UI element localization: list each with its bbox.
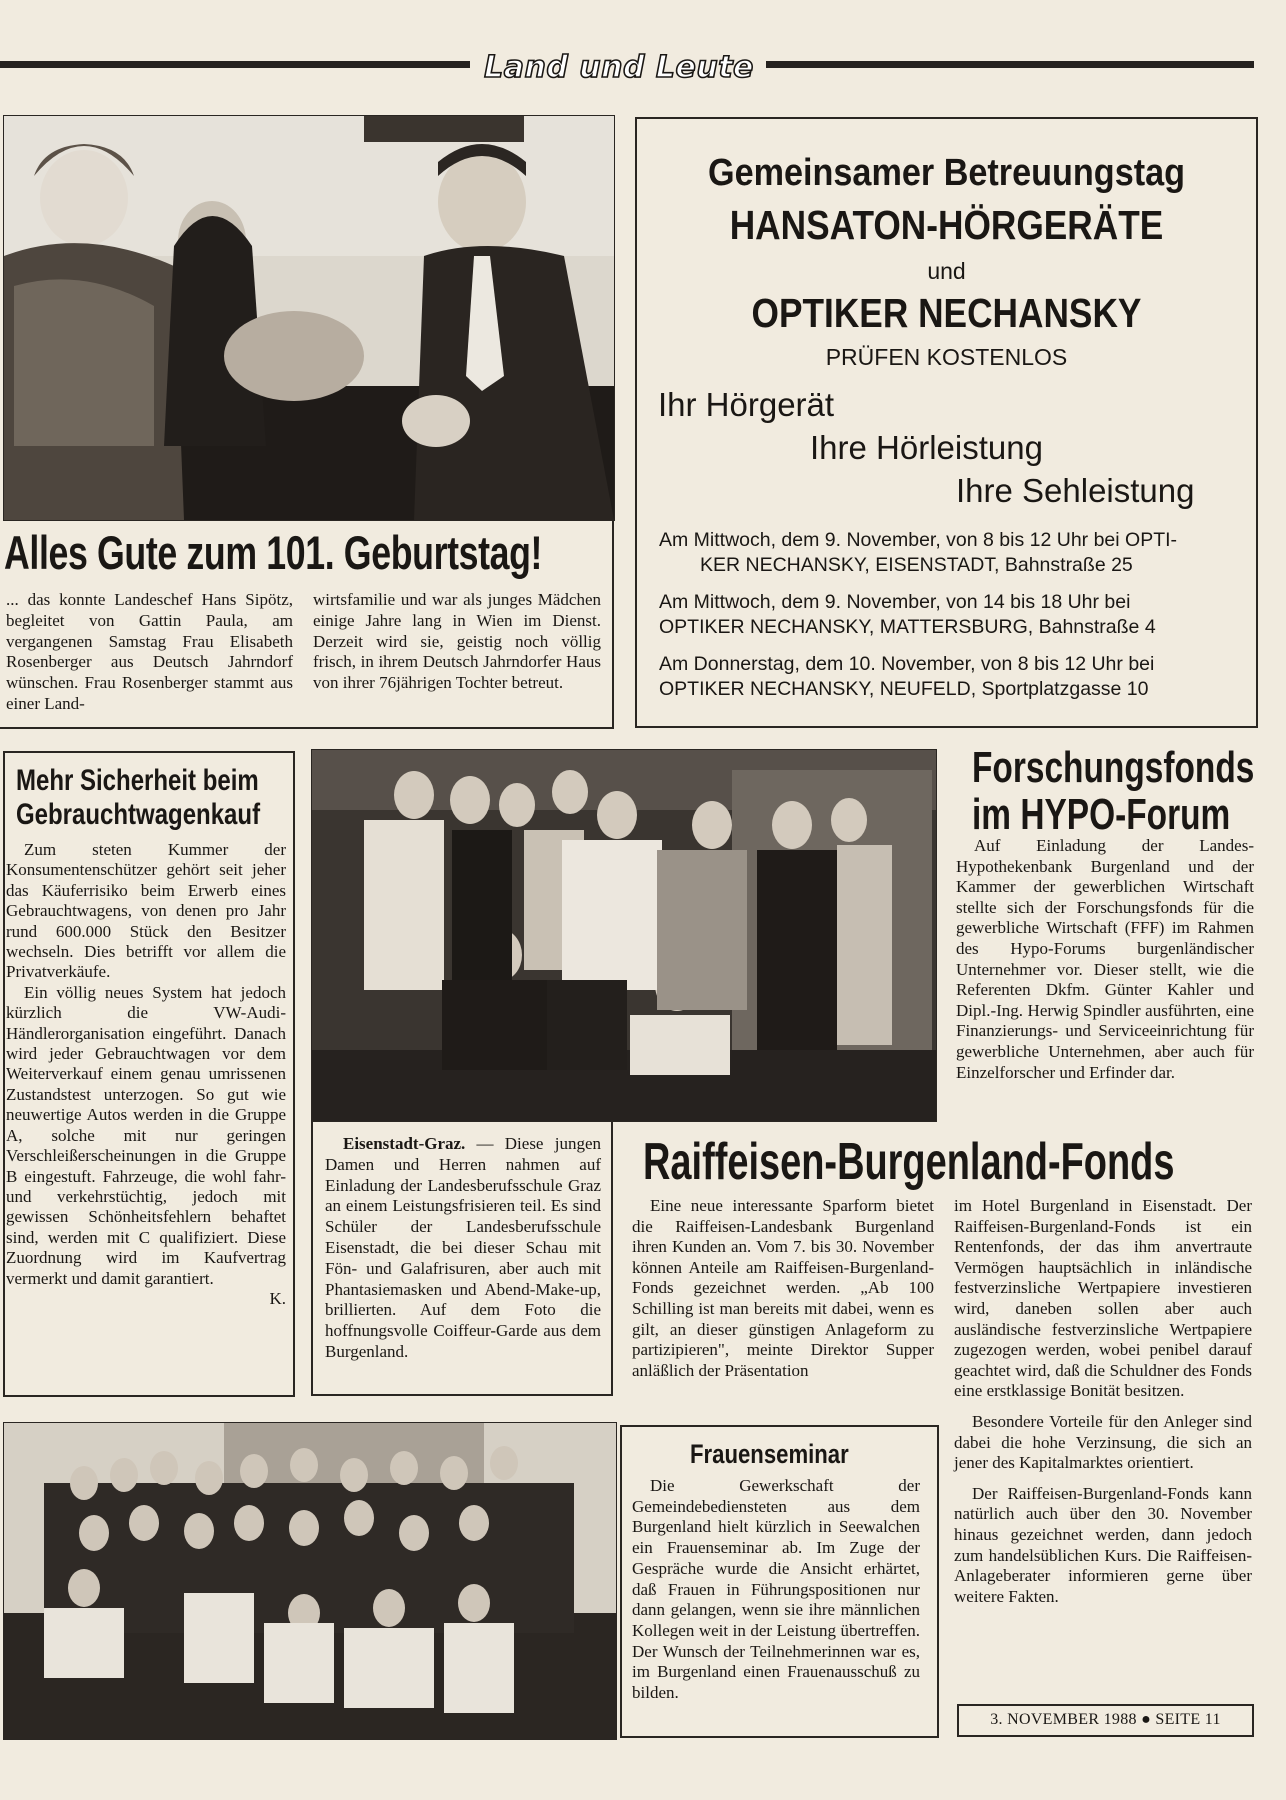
graz-caption-body: — Diese jungen Damen und Herren nahmen auf Einladung der Landesberufsschule Graz an einem Leistungsfrisieren teil. Es sind Schüler der Landesberufsschule Eisenstadt, die bei dieser Schau mit Fön- und Galafrisuren, aber auch mit Phantasiemasken und Abend-Make-up, brillierten. Auf dem Foto die hoffnungsvolle Coiffeur-Garde aus dem Burgenland. (325, 1134, 601, 1361)
seminar-photo (3, 1422, 617, 1740)
graz-caption-text (325, 1134, 601, 1363)
hypo-body (956, 836, 1254, 1083)
raiffeisen-headline: Raiffeisen-Burgenland-Fonds (643, 1133, 1175, 1191)
car-signature: K. (269, 1288, 286, 1308)
ad-line-1: Gemeinsamer Betreuungstag (707, 152, 1186, 194)
raiffeisen-col-2 (954, 1196, 1252, 1607)
raiffeisen-col-1-text: Eine neue interessante Sparform bietet die Raiffeisen-Landesbank Burgenland ihren Kunden an. Vom 7. bis 30. November können Anteile am Raiffeisen-Burgenland-Fonds gezeichnet werden. „Ab 100 Schilling ist man bereits mit dabei, wenn es gilt, an dieser günstigen Anlageform zu partizipieren", meinte Direktor Supper anläßlich der Präsentation (632, 1196, 934, 1380)
birthday-col-1 (6, 590, 293, 715)
birthday-col-1-text: ... das konnte Landeschef Hans Sipötz, begleitet von Gattin Paula, am vergangenen Samstag Frau Elisabeth Rosenberger aus Deutsch Jahrndorf wünschen. Frau Rosenberger stammt aus einer Land- (6, 590, 293, 713)
car-paragraph-2: Ein völlig neues System hat jedoch kürzlich die VW-Audi-Händlerorganisation eingeführt. Danach wird jeder Gebrauchtwagen vor dem Weiterverkauf einem genau umrissenen Zustandstest unterzogen. So gut wie neuwertige Autos werden in die Gruppe A, solche mit nur geringen Verschleißerscheinungen in die Gruppe B eingestuft. Fahrzeuge, die wohl fahr- und verkehrstüchtig, jedoch mit gewissen Schönheitsfehlern behaftet sind, werden mit C qualifiziert. Diese Zuordnung wird im Kaufvertrag vermerkt und damit garantiert. (6, 982, 286, 1288)
frauenseminar-body (632, 1476, 920, 1704)
raiffeisen-col-2-p3: Der Raiffeisen-Burgenland-Fonds kann natürlich auch über den 30. November hinaus gezeichnet werden, dann jedoch zum handelsüblichen Kurs. Die Raiffeisen-Anlageberater informieren gerne über weitere Fakten. (954, 1483, 1252, 1606)
car-paragraph-1: Zum steten Kummer der Konsumentenschützer gehört seit jeher das Käuferrisiko beim Erwerb eines Gebrauchtwagens, von denen pro Jahr rund 600.000 Stück den Besitzer wechseln. Dies betrifft vor allem die Privatverkäufe. (6, 840, 286, 982)
ad-line-4: OPTIKER NECHANSKY (751, 290, 1142, 336)
hairdressers-photo (311, 749, 937, 1122)
hypo-headline-2: im HYPO-Forum (972, 790, 1231, 839)
footer-page: SEITE 11 (1155, 1711, 1221, 1728)
birthday-col-2-text: wirtsfamilie und war als junges Mädchen einige Jahre lang in Wien im Dienst. Derzeit wird sie, geistig noch völlig frisch, in ihrem Deutsch Jahrndorfer Haus von ihrer 76jährigen Tochter betreut. (313, 590, 601, 693)
footer-date: 3. NOVEMBER 1988 (990, 1711, 1137, 1728)
footer-text (957, 1709, 1254, 1731)
ad-date-3a: Am Donnerstag, dem 10. November, von 8 bis 12 Uhr bei (659, 653, 1155, 675)
birthday-photo (3, 115, 615, 521)
ad-line-5: PRÜFEN KOSTENLOS (825, 344, 1068, 370)
graz-caption (325, 1134, 601, 1363)
hypo-headline-1: Forschungsfonds (972, 743, 1255, 792)
raiffeisen-col-2-p2: Besondere Vorteile für den Anleger sind dabei die hohe Verzinsung, die sich an jener des Kapitalmarktes orientiert. (954, 1411, 1252, 1473)
ad-date-1a: Am Mittwoch, dem 9. November, von 8 bis 12 Uhr bei OPTI- (659, 529, 1178, 551)
car-body (6, 840, 286, 1309)
raiffeisen-col-2-p1: im Hotel Burgenland in Eisenstadt. Der Raiffeisen-Burgenland-Fonds ist ein Rentenfonds, der das ihm anvertraute Vermögen hauptsächlich in inländische festverzinsliche Wertpapiere investieren wird, daneben sollen aber auch ausländische festverzinsliche Wertpapiere zugezogen werden, wobei penibel darauf geachtet wird, daß die Schuldner des Fonds eine erstklassige Bonität besitzen. (954, 1196, 1252, 1401)
masthead-rule-right (766, 61, 1254, 68)
graz-caption-lead: Eisenstadt-Graz. (343, 1134, 466, 1153)
car-headline-2: Gebrauchtwagenkauf (16, 798, 261, 831)
birthday-headline: Alles Gute zum 101. Geburtstag! (4, 526, 543, 579)
ad-line-2: HANSATON-HÖRGERÄTE (729, 202, 1164, 248)
car-headline-1: Mehr Sicherheit beim (16, 764, 259, 797)
ad-line-3: und (927, 258, 966, 284)
frauenseminar-headline: Frauenseminar (690, 1439, 849, 1469)
raiffeisen-col-1 (632, 1196, 934, 1381)
ad-date-2b: OPTIKER NECHANSKY, MATTERSBURG, Bahnstraße 4 (659, 616, 1156, 638)
ad-date-3b: OPTIKER NECHANSKY, NEUFELD, Sportplatzgasse 10 (659, 678, 1149, 700)
ad-item-2: Ihre Hörleistung (810, 429, 1043, 466)
hypo-text: Auf Einladung der Landes-Hypothekenbank Burgenland und der Kammer der gewerblichen Wirtschaft stellte sich der Forschungsfonds für die gewerbliche Wirtschaft (FFF) im Rahmen des Hypo-Forums burgenländischer Unternehmer vor. Dieser stellt, wie die Referenten Dkfm. Günter Kahler und Dipl.-Ing. Herwig Spindler ausführten, eine Finanzierungs- und Serviceeinrichtung für gewerbliche Unternehmen, aber auch für Einzelforscher und Erfinder dar. (956, 836, 1254, 1082)
ad-item-3: Ihre Sehleistung (956, 472, 1195, 509)
birthday-photo-illustration (4, 116, 614, 520)
birthday-col-2 (313, 590, 601, 694)
ad-item-1: Ihr Hörgerät (658, 386, 835, 423)
ad-date-2a: Am Mittwoch, dem 9. November, von 14 bis 18 Uhr bei (659, 591, 1131, 613)
frauenseminar-text: Die Gewerkschaft der Gemeindebediensteten aus dem Burgenland hielt kürzlich in Seewalchen ein Frauenseminar ab. Im Zuge der Gespräche wurde die Ansicht erhärtet, daß Frauen in Führungspositionen nur dann gelangen, wenn sie ihre männlichen Kollegen weit in der Leistung übertreffen. Der Wunsch der Teilnehmerinnen war es, im Burgenland einen Frauenausschuß zu bilden. (632, 1476, 920, 1703)
ad-date-1b: KER NECHANSKY, EISENSTADT, Bahnstraße 25 (700, 554, 1133, 576)
section-logo: Land und Leute (484, 50, 754, 85)
hairdressers-photo-illustration (312, 750, 936, 1121)
seminar-photo-illustration (4, 1423, 616, 1739)
masthead-rule-left (0, 61, 470, 68)
footer-bullet-icon: ● (1141, 1711, 1152, 1728)
